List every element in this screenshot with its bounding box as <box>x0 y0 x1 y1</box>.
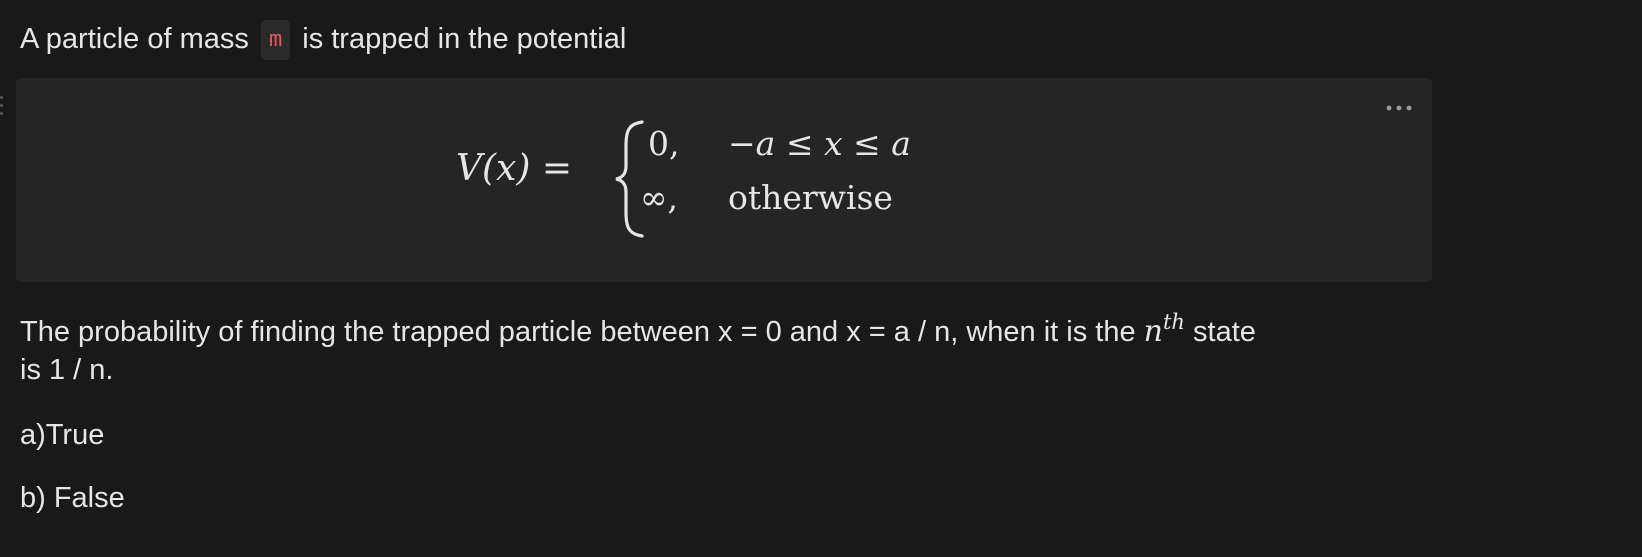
intro-paragraph[interactable] <box>20 15 626 63</box>
question-text-after: state <box>1193 316 1256 348</box>
case2-value: ∞, <box>640 178 678 217</box>
n-symbol: n <box>1143 314 1163 349</box>
option-b[interactable]: b) False <box>20 482 125 514</box>
case1-value: 0, <box>648 124 680 163</box>
inline-code-m: m <box>261 20 290 60</box>
question-text-before: The probability of finding the trapped particle between x = 0 and x = a / n, when it is the <box>20 316 1136 348</box>
case2-condition: otherwise <box>728 178 893 217</box>
drag-handle-icon[interactable] <box>0 96 4 122</box>
equation-block[interactable] <box>16 78 1432 282</box>
more-horizontal-icon[interactable] <box>1384 100 1414 116</box>
question-line-2[interactable]: is 1 / n. <box>20 354 114 386</box>
case1-condition: −a ≤ x ≤ a <box>728 124 911 163</box>
intro-text-before: A particle of mass <box>20 23 249 55</box>
intro-text-after: is trapped in the potential <box>302 23 627 55</box>
equation-lhs: V(x) = <box>456 148 572 189</box>
question-line-1[interactable] <box>20 298 1256 356</box>
option-a[interactable]: a)True <box>20 419 105 451</box>
th-superscript: th <box>1162 310 1185 334</box>
